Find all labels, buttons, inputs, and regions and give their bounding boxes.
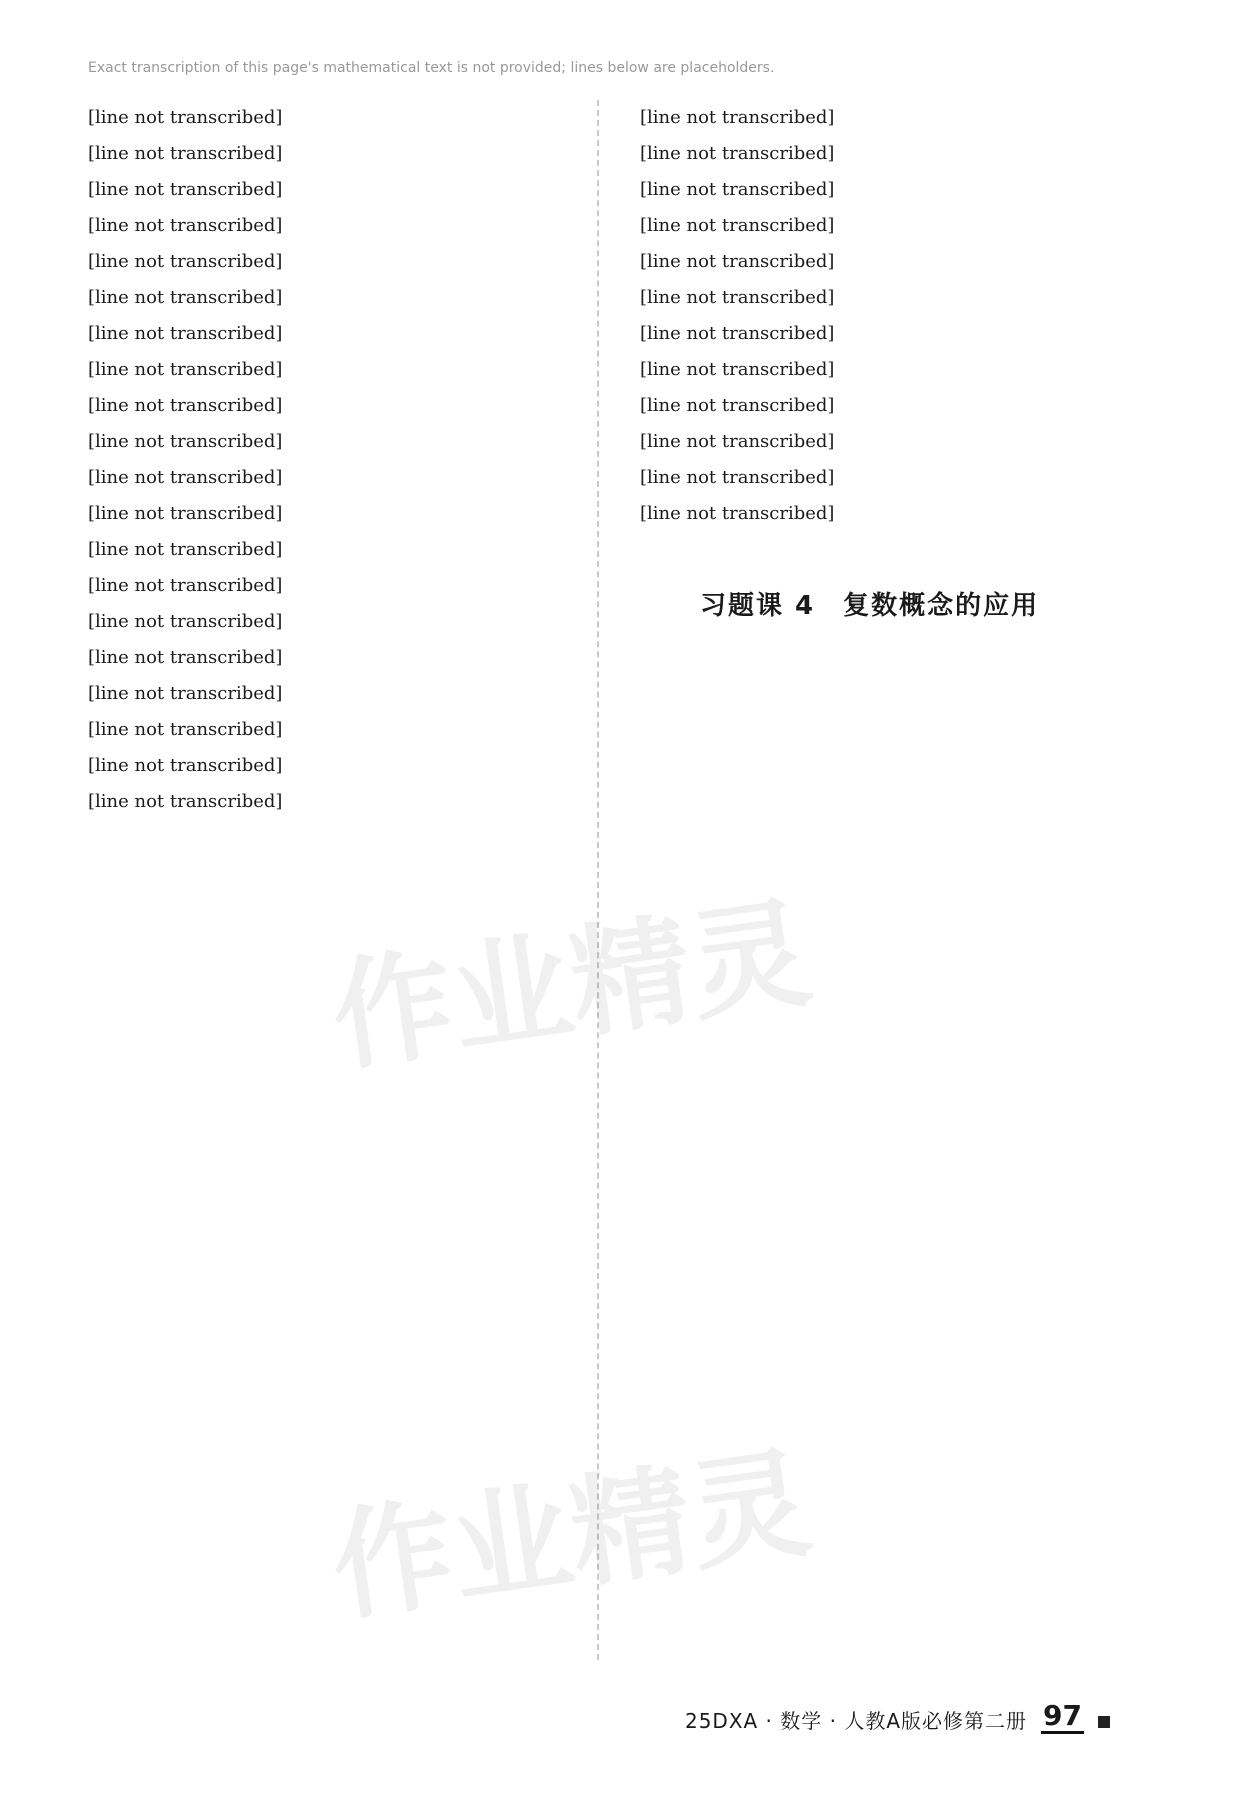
text-line: [line not transcribed]	[640, 395, 835, 416]
text-line: [line not transcribed]	[640, 251, 835, 272]
text-line: [line not transcribed]	[88, 755, 283, 776]
text-line: [line not transcribed]	[88, 503, 283, 524]
section-heading: 习题课 4 复数概念的应用	[700, 591, 1040, 621]
text-line: [line not transcribed]	[640, 431, 835, 452]
text-line: [line not transcribed]	[88, 611, 283, 632]
text-line: [line not transcribed]	[640, 143, 835, 164]
text-line: [line not transcribed]	[88, 647, 283, 668]
text-line: [line not transcribed]	[640, 215, 835, 236]
text-line: [line not transcribed]	[88, 143, 283, 164]
page-number: 97	[1043, 1699, 1082, 1732]
text-line: [line not transcribed]	[88, 359, 283, 380]
text-line: [line not transcribed]	[88, 395, 283, 416]
text-line: [line not transcribed]	[640, 503, 835, 524]
watermark: 作业精灵	[324, 884, 819, 1089]
text-line: [line not transcribed]	[88, 467, 283, 488]
text-line: [line not transcribed]	[88, 287, 283, 308]
page-footer	[685, 1701, 1110, 1734]
transcription-notice: Exact transcription of this page's mathematical text is not provided; lines below are placeholders.	[88, 60, 775, 76]
page-marker-icon	[1098, 1716, 1110, 1728]
text-line: [line not transcribed]	[88, 251, 283, 272]
footer-book-title: 25DXA · 数学 · 人教A版必修第二册	[684, 1709, 1028, 1733]
text-line: [line not transcribed]	[640, 467, 835, 488]
left-column	[88, 100, 588, 1660]
text-line: [line not transcribed]	[88, 575, 283, 596]
text-line: [line not transcribed]	[88, 215, 283, 236]
text-line: [line not transcribed]	[88, 107, 283, 128]
watermark: 作业精灵	[324, 1434, 819, 1639]
text-line: [line not transcribed]	[640, 287, 835, 308]
text-line: [line not transcribed]	[88, 791, 283, 812]
column-divider	[597, 100, 599, 1660]
text-line: [line not transcribed]	[640, 179, 835, 200]
text-line: [line not transcribed]	[88, 719, 283, 740]
text-line: [line not transcribed]	[88, 683, 283, 704]
text-line: [line not transcribed]	[88, 323, 283, 344]
text-line: [line not transcribed]	[88, 179, 283, 200]
text-line: [line not transcribed]	[640, 107, 835, 128]
text-line: [line not transcribed]	[88, 431, 283, 452]
text-line: [line not transcribed]	[88, 539, 283, 560]
text-line: [line not transcribed]	[640, 359, 835, 380]
text-line: [line not transcribed]	[640, 323, 835, 344]
